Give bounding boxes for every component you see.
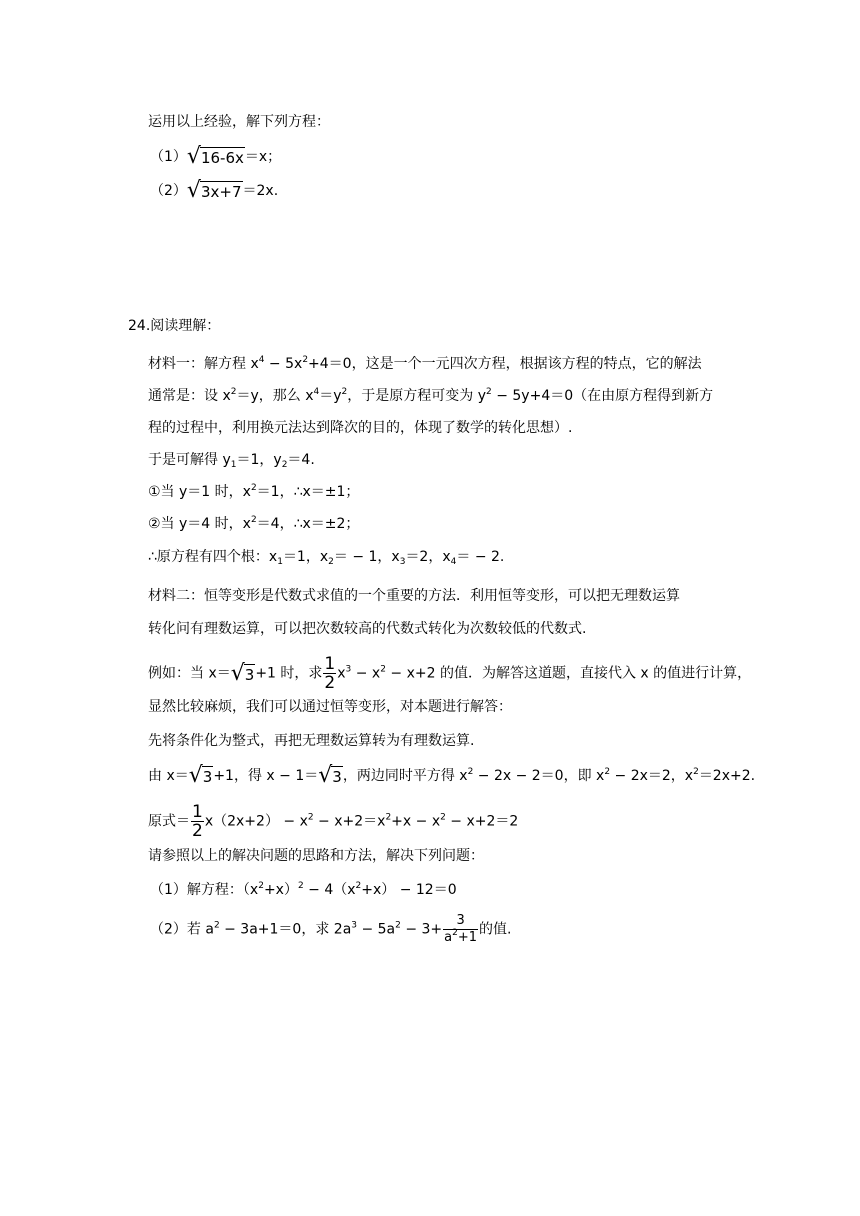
sqrt-radical: √3 — [318, 763, 342, 788]
material1-roots: ∴原方程有四个根：$x_1=1$，$x_2= - 1$，$x_3=2$，$x_4= - 2$. — [148, 549, 505, 567]
material2-derivation: 由 x＝√3+1，得 x − 1＝√3，两边同时平方得 $x^2 - 2x - 2=0$，即 $x^2 - 2x=2$，$x^2=2x+2$. — [148, 763, 756, 788]
intro-line: 运用以上经验，解下列方程： — [148, 114, 330, 130]
material2-line4: 显然比较麻烦，我们可以通过恒等变形，对本题进行解答： — [148, 699, 512, 715]
fraction: $\frac{1}{2}$ — [324, 654, 336, 693]
material2-example: 例如：当 x＝√3+1 时，求 $\frac{1}{2}$ $x^3 - x^2 - x+2$ 的值．为解答这道题，直接代入 x 的值进行计算， — [148, 654, 752, 693]
material2-line1: 材料二：恒等变形是代数式求值的一个重要的方法．利用恒等变形，可以把无理数运算 — [148, 588, 680, 604]
sqrt-radical: √3x+7 — [186, 178, 242, 203]
task-prompt: 请参照以上的解决问题的思路和方法，解决下列问题： — [148, 848, 484, 864]
material1-line2: 通常是：设 $x^2=y$，那么 $x^4=y^2$，于是原方程可变为 $y^2 - 5y+4=0$（在由原方程得到新方 — [148, 387, 714, 404]
fraction: $\frac{1}{2}$ — [192, 802, 203, 841]
sqrt-radical: √3 — [230, 660, 255, 686]
material2-result: 原式＝ $\frac{1}{2}$ $x(2x+2) - x^2 - x+2=x^2+x - x^2 - x+2=2$ — [148, 802, 519, 841]
intro-question-2: （2）√3x+7＝2x. — [150, 178, 279, 203]
fraction: $\frac{3}{a^2+1}$ — [444, 913, 478, 945]
material1-line4: 于是可解得 $y_1=1$，$y_2=4$. — [148, 452, 315, 470]
sqrt-radical: √16-6x — [186, 144, 244, 169]
problem-title: 阅读理解： — [150, 318, 221, 334]
problem-heading — [128, 316, 220, 336]
problem-number: 24. — [128, 318, 151, 334]
task-question-1: （1）解方程：$(x^2+x)^2 - 4(x^2+x) - 12=0$ — [150, 881, 457, 898]
q1-prefix: （1） — [150, 149, 187, 165]
material1-line1: 材料一：解方程 $x^4 - 5x^2+4=0$，这是一个一元四次方程，根据该方程的特点，它的解法 — [148, 355, 702, 372]
task-question-2: （2）若 $a^2 - 3a+1=0$，求 $2a^3 - 5a^2 - 3+$ $\frac{3}{a^2+1}$ 的值. — [150, 913, 512, 945]
intro-question-1: （1）√16-6x＝x； — [150, 144, 282, 169]
material2-line5: 先将条件化为整式，再把无理数运算转为有理数运算. — [148, 733, 475, 749]
material1-case2: ②当 y＝4 时，$x^2=4$，∴x＝±2； — [148, 515, 360, 532]
sqrt-radical: √3 — [188, 763, 213, 788]
material1-line3: 程的过程中，利用换元法达到降次的目的，体现了数学的转化思想）. — [148, 420, 573, 436]
material2-line2: 转化问有理数运算，可以把次数较高的代数式转化为次数较低的代数式. — [148, 621, 587, 637]
material1-case1: ①当 y＝1 时，$x^2=1$，∴x＝±1； — [148, 483, 360, 500]
